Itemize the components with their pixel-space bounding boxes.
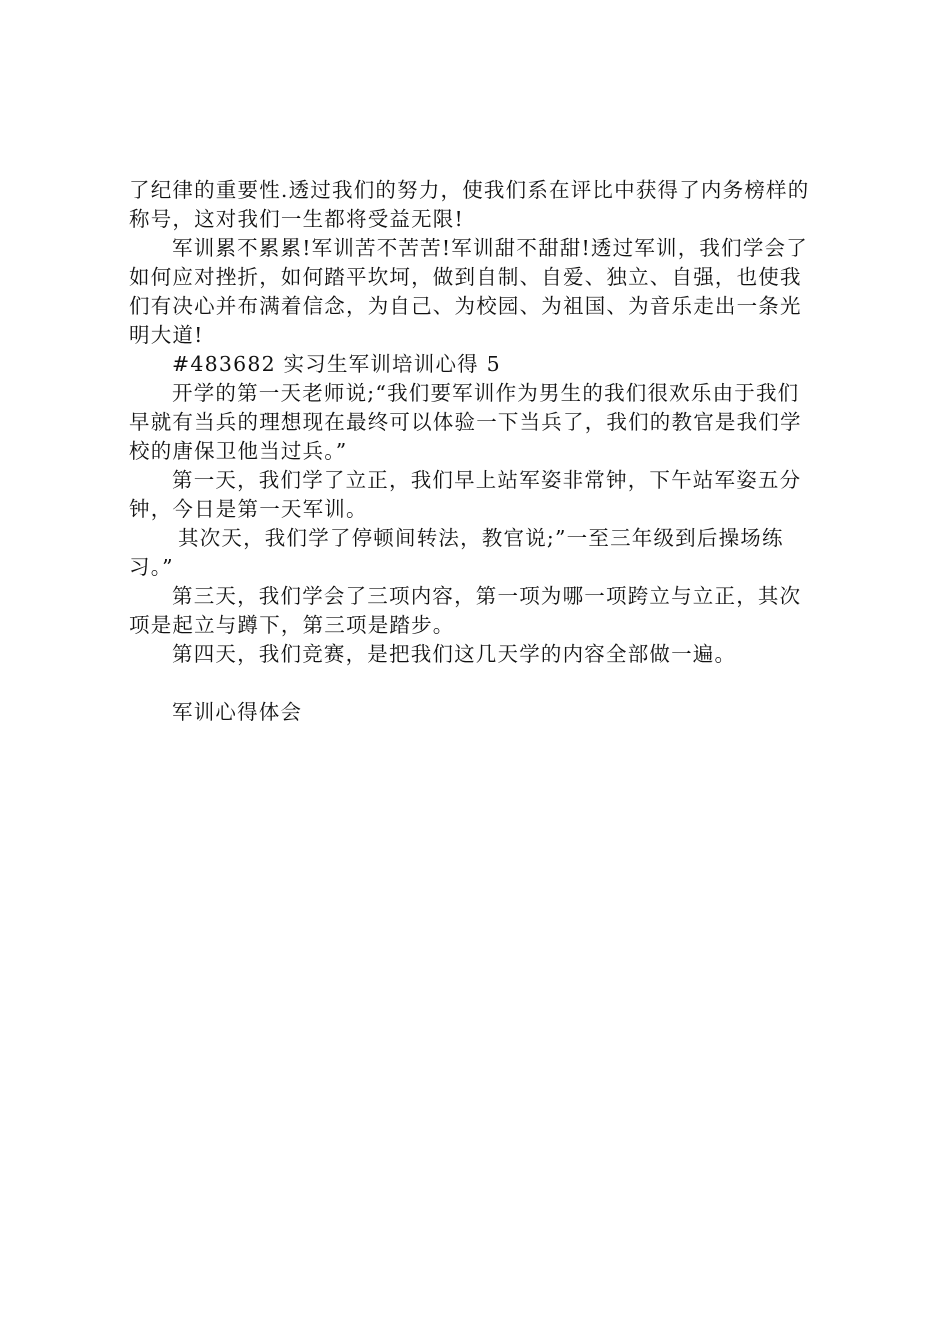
closing-heading: 军训心得体会 — [172, 700, 303, 724]
text-line: 明大道! — [129, 323, 204, 347]
text-line: 项是起立与蹲下，第三项是踏步。 — [129, 613, 455, 637]
paragraph-start: 开学的第一天老师说;“我们要军训作为男生的我们很欢乐由于我们 — [172, 381, 800, 405]
paragraph-start: 第三天，我们学会了三项内容，第一项为哪一项跨立与立正，其次 — [172, 584, 802, 608]
text-line: 称号，这对我们一生都将受益无限! — [129, 207, 464, 231]
paragraph-start: 第一天，我们学了立正，我们早上站军姿非常钟，下午站军姿五分 — [172, 468, 802, 492]
text-line: 了纪律的重要性.透过我们的努力，使我们系在评比中获得了内务榜样的 — [129, 178, 810, 202]
text-line: 习。” — [129, 555, 174, 579]
text-line: 们有决心并布满着信念，为自己、为校园、为祖国、为音乐走出一条光 — [129, 294, 802, 318]
text-line: 早就有当兵的理想现在最终可以体验一下当兵了，我们的教官是我们学 — [129, 410, 802, 434]
document-body — [129, 176, 834, 727]
paragraph-start: 军训累不累累!军训苦不苦苦!军训甜不甜甜!透过军训，我们学会了 — [172, 236, 808, 260]
text-line: 校的唐保卫他当过兵。” — [129, 439, 348, 463]
blank-line — [129, 669, 834, 698]
text-line: 钟，今日是第一天军训。 — [129, 497, 368, 521]
paragraph-start: 第四天，我们竞赛，是把我们这几天学的内容全部做一遍。 — [172, 642, 737, 666]
section-heading: #483682 实习生军训培训心得 5 — [172, 352, 501, 376]
text-line: 如何应对挫折，如何踏平坎坷，做到自制、自爱、独立、自强，也使我 — [129, 265, 802, 289]
paragraph-start: 其次天，我们学了停顿间转法，教官说;”一至三年级到后操场练 — [178, 526, 784, 550]
